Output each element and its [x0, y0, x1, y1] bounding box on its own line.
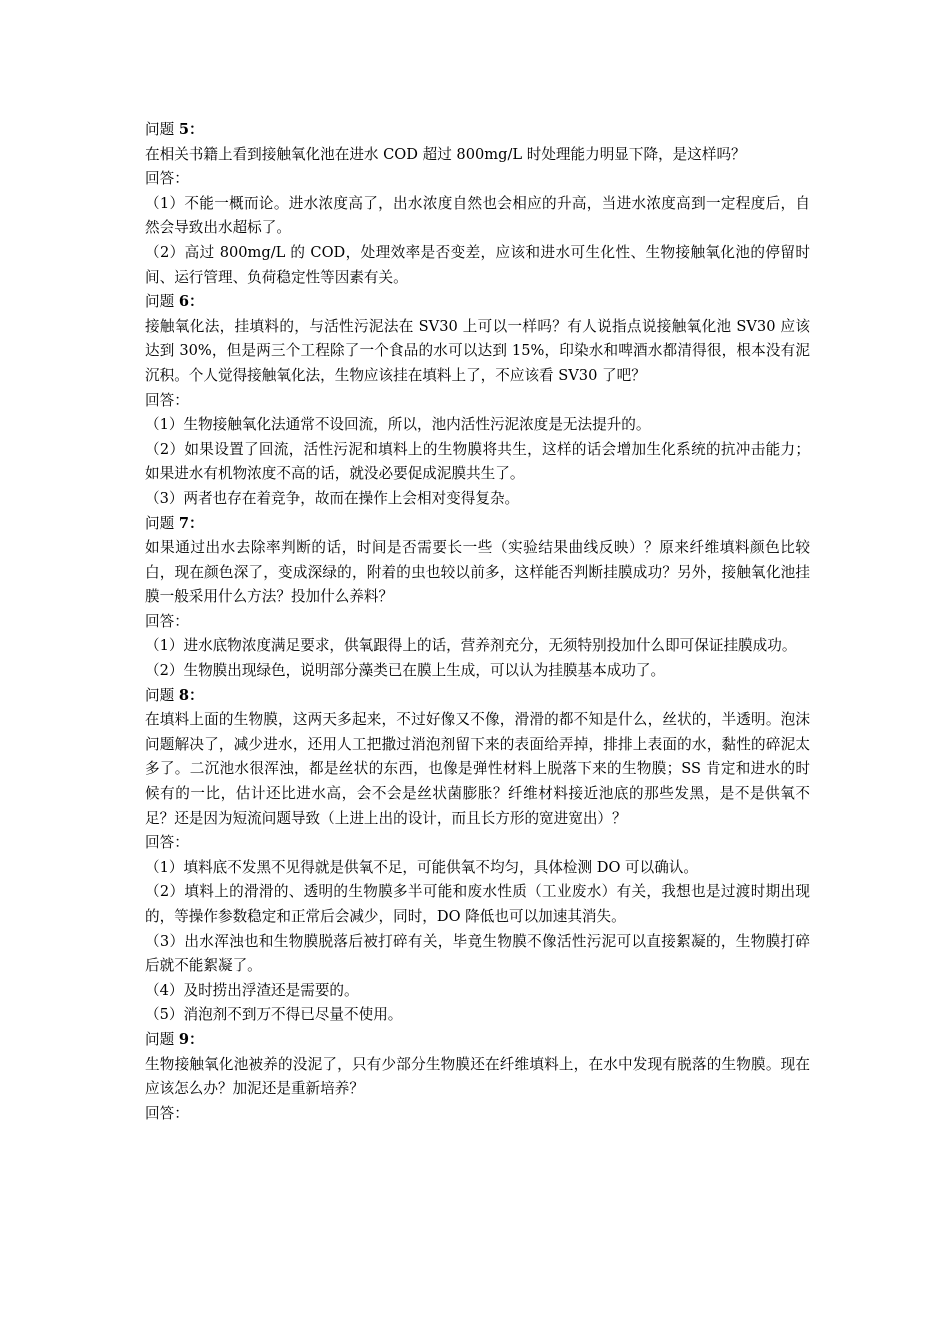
question-number: 8：	[178, 686, 204, 704]
answer-item: （1）不能一概而论。进水浓度高了，出水浓度自然也会相应的升高，当进水浓度高到一定程度后，自然会导致出水超标了。	[145, 194, 810, 237]
answer-label: 回答：	[145, 612, 189, 630]
answer-item: （2）填料上的滑滑的、透明的生物膜多半可能和废水性质（工业废水）有关，我想也是过渡时期出现的，等操作参数稳定和正常后会减少，同时，DO 降低也可以加速其消失。	[145, 883, 810, 925]
answer-item: （1）生物接触氧化法通常不设回流，所以，池内活性污泥浓度是无法提升的。	[145, 416, 651, 434]
answer-item: （3）出水浑浊也和生物膜脱落后被打碎有关，毕竟生物膜不像活性污泥可以直接絮凝的，生物膜打碎后就不能絮凝了。	[145, 932, 810, 975]
answer-item: （2）生物膜出现绿色，说明部分藻类已在膜上生成，可以认为挂膜基本成功了。	[145, 662, 666, 680]
question-number: 9：	[178, 1030, 204, 1048]
question-text: 如果通过出水去除率判断的话，时间是否需要长一些（实验结果曲线反映）？原来纤维填料颜色比较白，现在颜色深了，变成深绿的，附着的虫也较以前多，这样能否判断挂膜成功？另外，接触氧化池挂膜一般采用什么方法？投加什么养料？	[145, 539, 810, 606]
question-block-8	[145, 684, 810, 1028]
answer-item: （4）及时捞出浮渣还是需要的。	[145, 981, 359, 999]
answer-item: （2）如果设置了回流，活性污泥和填料上的生物膜将共生，这样的话会增加生化系统的抗冲击能力；如果进水有机物浓度不高的话，就没必要促成泥膜共生了。	[145, 440, 810, 483]
answer-item: （1）填料底不发黑不见得就是供氧不足，可能供氧不均匀，具体检测 DO 可以确认。	[145, 858, 699, 876]
question-title: 问题 8：	[145, 686, 204, 704]
question-title: 问题 9：	[145, 1030, 204, 1048]
question-title: 问题 5：	[145, 121, 204, 138]
answer-item: （5）消泡剂不到万不得已尽量不使用。	[145, 1006, 403, 1024]
question-block-7	[145, 512, 810, 684]
question-text: 接触氧化法，挂填料的，与活性污泥法在 SV30 上可以一样吗？有人说指点说接触氧化池 SV30 应该达到 30%，但是两三个工程除了一个食品的水可以达到 15%，印染水和啤酒水都清得很，根本没有泥沉积。个人觉得接触氧化法，生物应该挂在填料上了，不应该看 SV30 了吧？	[145, 317, 810, 384]
answer-label: 回答：	[145, 391, 189, 409]
question-title: 问题 7：	[145, 514, 204, 532]
question-number: 5：	[178, 121, 204, 138]
answer-label: 回答：	[145, 170, 189, 188]
question-block-5	[145, 118, 810, 290]
answer-item: （3）两者也存在着竞争，故而在操作上会相对变得复杂。	[145, 489, 520, 507]
question-number: 7：	[178, 514, 204, 532]
question-text: 在相关书籍上看到接触氧化池在进水 COD 超过 800mg/L 时处理能力明显下降，是这样吗？	[145, 145, 746, 163]
question-text: 生物接触氧化池被养的没泥了，只有少部分生物膜还在纤维填料上，在水中发现有脱落的生物膜。现在应该怎么办？加泥还是重新培养？	[145, 1055, 810, 1098]
answer-label: 回答：	[145, 1104, 189, 1122]
question-title: 问题 6：	[145, 293, 204, 311]
question-number: 6：	[178, 293, 204, 311]
question-block-6	[145, 290, 810, 511]
question-text: 在填料上面的生物膜，这两天多起来，不过好像又不像，滑滑的都不知是什么，丝状的，半透明。泡沫问题解决了，减少进水，还用人工把撒过消泡剂留下来的表面给弄掉，排排上表面的水，黏性的碎泥太多了。二沉池水很浑浊，都是丝状的东西，也像是弹性材料上脱落下来的生物膜；SS 肯定和进水的时候有的一比，估计还比进水高，会不会是丝状菌膨胀？纤维材料接近池底的那些发黑，是不是供氧不足？还是因为短流问题导致（上进上出的设计，而且长方形的宽进宽出）？	[145, 711, 810, 827]
answer-label: 回答：	[145, 834, 189, 852]
answer-item: （1）进水底物浓度满足要求，供氧跟得上的话，营养剂充分，无须特别投加什么即可保证挂膜成功。	[145, 637, 797, 655]
document-page	[145, 118, 810, 1126]
question-block-9	[145, 1028, 810, 1126]
answer-item: （2）高过 800mg/L 的 COD，处理效率是否变差，应该和进水可生化性、生物接触氧化池的停留时间、运行管理、负荷稳定性等因素有关。	[145, 243, 810, 286]
